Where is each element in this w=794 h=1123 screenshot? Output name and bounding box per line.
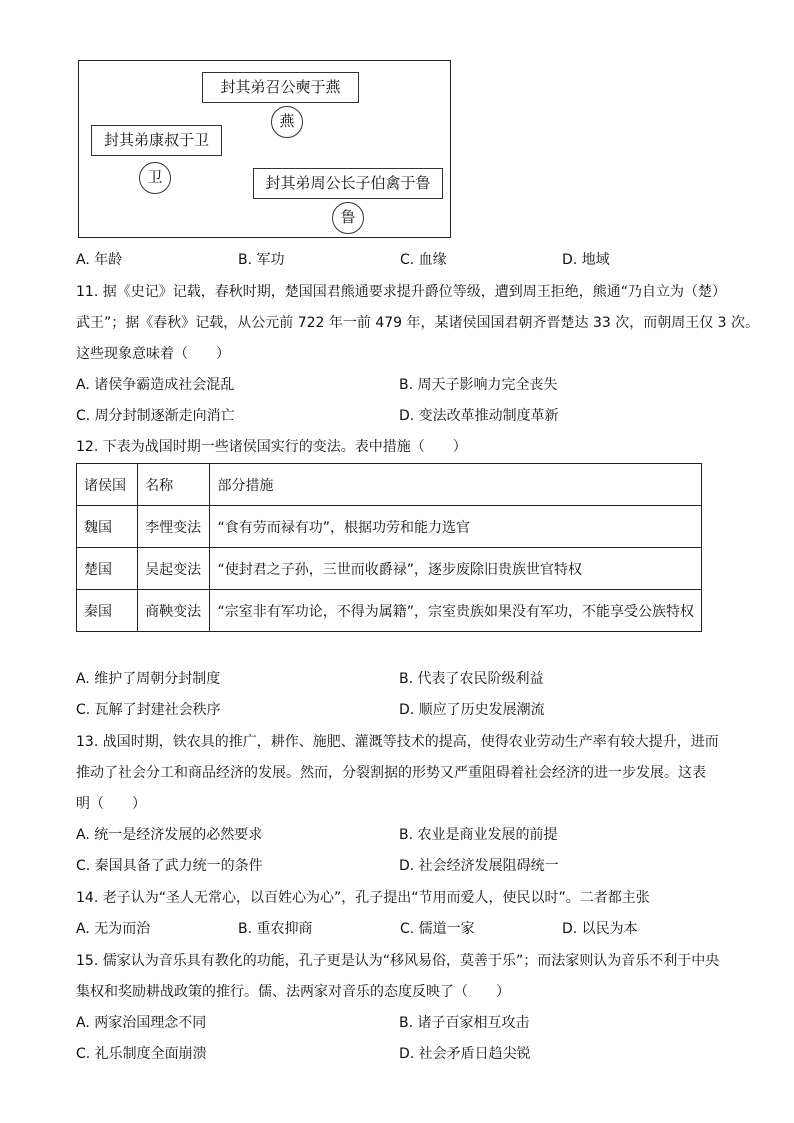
q11-stem-line-1: 11. 据《史记》记载，春秋时期，楚国国君熊通要求提升爵位等级，遭到周王拒绝，熊通“乃自立为（楚） (76, 284, 726, 300)
q13-option-d[interactable]: D. 社会经济发展阻碍统一 (399, 858, 559, 874)
q13-stem-line-3: 明（ ） (76, 796, 146, 812)
q14-stem: 14. 老子认为“圣人无常心，以百姓心为心”，孔子提出“节用而爱人，使民以时”。二者都主张 (76, 890, 650, 906)
q12-option-d[interactable]: D. 顺应了历史发展潮流 (399, 702, 545, 718)
table-header-row (77, 464, 702, 506)
q14-option-c[interactable]: C. 儒道一家 (400, 921, 475, 937)
q10-option-c[interactable]: C. 血缘 (400, 252, 447, 268)
q12-stem: 12. 下表为战国时期一些诸侯国实行的变法。表中措施（ ） (76, 439, 467, 455)
wei-label-box: 封其弟康叔于卫 (91, 125, 222, 156)
q11-stem-line-2: 武王”；据《春秋》记载，从公元前 722 年一前 479 年，某诸侯国国君朝齐晋楚达 33 次，而朝周王仅 3 次。 (76, 315, 760, 331)
fenfeng-diagram (78, 60, 451, 238)
lu-circle: 鲁 (332, 202, 364, 234)
table-header-cell: 诸侯国 (77, 464, 138, 506)
table-cell: “宗室非有军功论，不得为属籍”，宗室贵族如果没有军功，不能享受公族特权 (210, 590, 702, 632)
yan-label-box: 封其弟召公奭于燕 (202, 72, 359, 103)
table-cell: 魏国 (77, 506, 138, 548)
q13-option-a[interactable]: A. 统一是经济发展的必然要求 (76, 827, 263, 843)
q14-option-d[interactable]: D. 以民为本 (562, 921, 638, 937)
table-cell: 商鞅变法 (138, 590, 210, 632)
q10-option-d[interactable]: D. 地域 (562, 252, 610, 268)
q11-option-a[interactable]: A. 诸侯争霸造成社会混乱 (76, 377, 235, 393)
table-cell: “食有劳而禄有功”，根据功劳和能力选官 (210, 506, 702, 548)
table-cell: 秦国 (77, 590, 138, 632)
q15-option-c[interactable]: C. 礼乐制度全面崩溃 (76, 1046, 207, 1062)
table-cell: 吴起变法 (138, 548, 210, 590)
q13-stem-line-2: 推动了社会分工和商品经济的发展。然而，分裂割据的形势又严重阻碍着社会经济的进一步发展。这表 (76, 765, 706, 781)
table-row (77, 590, 702, 632)
q15-stem-line-2: 集权和奖励耕战政策的推行。儒、法两家对音乐的态度反映了（ ） (76, 984, 510, 1000)
lu-label-box: 封其弟周公长子伯禽于鲁 (253, 168, 443, 199)
q11-option-d[interactable]: D. 变法改革推动制度革新 (399, 408, 559, 424)
table-header-cell: 部分措施 (210, 464, 702, 506)
q11-option-b[interactable]: B. 周天子影响力完全丧失 (399, 377, 558, 393)
table-cell: 李悝变法 (138, 506, 210, 548)
q11-stem-line-3: 这些现象意味着（ ） (76, 346, 230, 362)
q14-option-b[interactable]: B. 重农抑商 (238, 921, 313, 937)
q13-option-c[interactable]: C. 秦国具备了武力统一的条件 (76, 858, 263, 874)
q15-option-d[interactable]: D. 社会矛盾日趋尖锐 (399, 1046, 531, 1062)
q10-option-a[interactable]: A. 年龄 (76, 252, 123, 268)
q12-option-c[interactable]: C. 瓦解了封建社会秩序 (76, 702, 221, 718)
q12-option-b[interactable]: B. 代表了农民阶级利益 (399, 671, 544, 687)
table-header-cell: 名称 (138, 464, 210, 506)
table-cell: 楚国 (77, 548, 138, 590)
table-row (77, 506, 702, 548)
q13-option-b[interactable]: B. 农业是商业发展的前提 (399, 827, 558, 843)
q14-option-a[interactable]: A. 无为而治 (76, 921, 151, 937)
table-row (77, 548, 702, 590)
q15-option-a[interactable]: A. 两家治国理念不同 (76, 1015, 207, 1031)
q15-stem-line-1: 15. 儒家认为音乐具有教化的功能，孔子更是认为“移风易俗，莫善于乐”；而法家则认为音乐不利于中央 (76, 953, 720, 969)
wei-circle: 卫 (139, 162, 171, 194)
yan-circle: 燕 (271, 106, 303, 138)
reform-table (76, 463, 702, 632)
q13-stem-line-1: 13. 战国时期，铁农具的推广，耕作、施肥、灌溉等技术的提高，使得农业劳动生产率有较大提升，进而 (76, 734, 719, 750)
q15-option-b[interactable]: B. 诸子百家相互攻击 (399, 1015, 530, 1031)
q10-option-b[interactable]: B. 军功 (238, 252, 285, 268)
table-cell: “使封君之子孙，三世而收爵禄”，逐步废除旧贵族世官特权 (210, 548, 702, 590)
q11-option-c[interactable]: C. 周分封制逐渐走向消亡 (76, 408, 235, 424)
q12-option-a[interactable]: A. 维护了周朝分封制度 (76, 671, 221, 687)
